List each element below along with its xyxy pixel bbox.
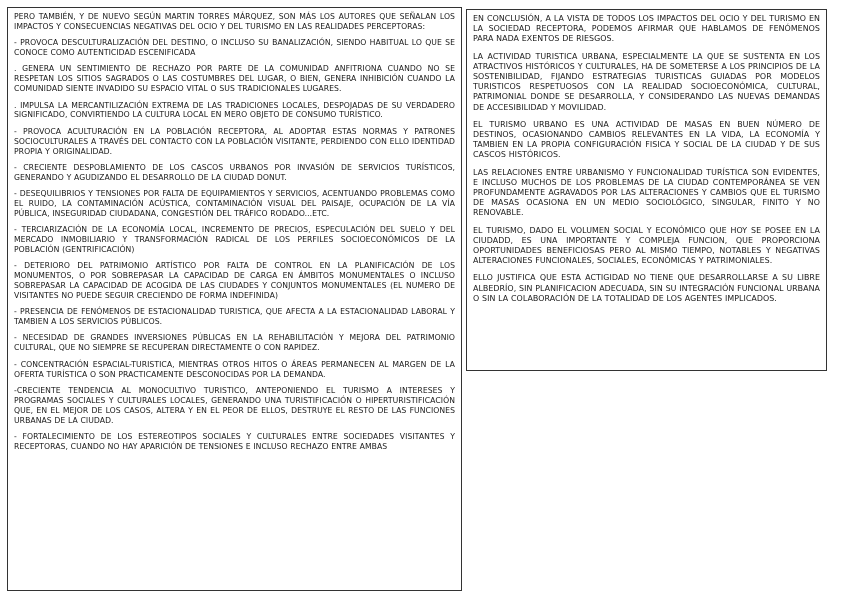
paragraph-estacionalidad: - PRESENCIA DE FENÓMENOS DE ESTACIONALIDAD TURISTICA, QUE AFECTA A LA ESTACIONALIDAD LABORAL Y TAMBIEN A LOS SERVICIOS PÚBLICOS. [14, 307, 455, 327]
paragraph-conclusion: EN CONCLUSIÓN, A LA VISTA DE TODOS LOS IMPACTOS DEL OCIO Y DEL TURISMO EN LA SOCIEDAD RECEPTORA, PODEMOS AFIRMAR QUE HABLAMOS DE FENÓMENOS PARA NADA EXENTOS DE RIESGOS. [473, 14, 820, 44]
paragraph-urbanismo: LAS RELACIONES ENTRE URBANISMO Y FUNCIONALIDAD TURÍSTICA SON EVIDENTES, E INCLUSO MUCHOS DE LOS PROBLEMAS DE LA CIUDAD CONTEMPORÁNEA SE VEN PROFUNDAMENTE AGRAVADOS POR LAS ALTERACIONES Y CAMBIOS QUE EL TURISMO DE MASAS OCASIONA EN UN MEDIO SOCIOLÓGICO, SINGULAR, FINITO Y NO RENOVABLE. [473, 167, 820, 218]
paragraph-monocultivo: -CRECIENTE TENDENCIA AL MONOCULTIVO TURISTICO, ANTEPONIENDO EL TURISMO A INTERESES Y PROGRAMAS SOCIALES Y CULTURALES LOCALES, GENERANDO UNA TURISTIFICACIÓN O HIPERTURISTIFICACIÓN QUE, EN EL MEJOR DE LOS CASOS, ALTERA Y EN EL PEOR DE ELLOS, DESTRUYE EL RESTO DE LAS FUNCIONES URBANAS DE LA CIUDAD. [14, 385, 455, 425]
paragraph-terciarizacion: - TERCIARIZACIÓN DE LA ECONOMÍA LOCAL, INCREMENTO DE PRECIOS, ESPECULACIÓN DEL SUELO Y DEL MERCADO INMOBILIARIO Y TRANSFORMACIÓN RADICAL DE LOS PERFILES SOCIOECONÓMICOS DE LA POBLACIÓN (GENTRIFICACIÓN) [14, 225, 455, 254]
paragraph-desculturalizacion: - PROVOCA DESCULTURALIZACIÓN DEL DESTINO, O INCLUSO SU BANALIZACIÓN, SIENDO HABITUAL LO QUE SE CONOCE COMO AUTENTICIDAD ESCENIFICADA [14, 38, 455, 58]
paragraph-inversiones: - NECESIDAD DE GRANDES INVERSIONES PÚBLICAS EN LA REHABILITACIÓN Y MEJORA DEL PATRIMONIO CULTURAL, QUE NO SIEMPRE SE RECUPERAN DIRECTAMENTE O CON RAPIDEZ. [14, 333, 455, 353]
left-text-column [7, 7, 462, 591]
paragraph-sostenibilidad: LA ACTIVIDAD TURISTICA URBANA, ESPECIALMENTE LA QUE SE SUSTENTA EN LOS ATRACTIVOS HISTÓRICOS Y CULTURALES, HA DE SOMETERSE A LOS PRINCIPIOS DE LA SOSTENIBILIDAD, FIJANDO ESTRATEGIAS TURISTICAS GUIADAS POR MODELOS TURISTICOS RESPETUOSOS CON LA REALIDAD SOCIOECONÓMICA, CULTURAL, PATRIMONIAL DONDE SE DESARROLLA, Y CONSIDERANDO LAS NUEVAS DEMANDAS DE ACCESIBILIDAD Y MOVILIDAD. [473, 51, 820, 112]
paragraph-deterioro-patrimonio: - DETERIORO DEL PATRIMONIO ARTÍSTICO POR FALTA DE CONTROL EN LA PLANIFICACIÓN DE LOS MONUMENTOS, O POR SOBREPASAR LA CAPACIDAD DE CARGA EN ÁMBITOS MONUMENTALES O INCLUSO SOBREPASAR LA CAPACIDAD DE ACOGIDA DE LAS CIUDADES Y CONJUNTOS MONUMENTALES (EL NUMERO DE VISITANTES NO PUEDE SEGUIR CRECIENDO DE FORMA INDEFINIDA) [14, 261, 455, 300]
paragraph-rechazo: . GENERA UN SENTIMIENTO DE RECHAZO POR PARTE DE LA COMUNIDAD ANFITRIONA CUANDO NO SE RESPETAN LOS SITIOS SAGRADOS O LAS COSTUMBRES DEL LUGAR, O BIEN, GENERA INHIBICIÓN CUANDO LA COMUNIDAD SIENTE INVADIDO SU ESPACIO VITAL O SUS TRADICIONALES LUGARES. [14, 64, 455, 94]
paragraph-turismo-masas: EL TURISMO URBANO ES UNA ACTIVIDAD DE MASAS EN BUEN NÚMERO DE DESTINOS, OCASIONANDO CAMBIOS RELEVANTES EN LA VIDA, LA ECONOMÍA Y TAMBIEN EN LA PROPIA CONFIGURACIÓN FISICA Y SOCIAL DE LA CIUDAD Y DE SUS CASCOS HISTÓRICOS. [473, 119, 820, 160]
paragraph-desequilibrios: - DESEQUILIBRIOS Y TENSIONES POR FALTA DE EQUIPAMIENTOS Y SERVICIOS, ACENTUANDO PROBLEMAS COMO EL RUIDO, LA CONTAMINACIÓN ACÚSTICA, CONTAMINACIÓN VISUAL DEL PAISAJE, OCUPACIÓN DE LA VÍA PÚBLICA, INSEGURIDAD CIUDADANA, CONGESTIÓN DEL TRÁFICO RODADO...ETC. [14, 189, 455, 218]
paragraph-mercantilizacion: . IMPULSA LA MERCANTILIZACIÓN EXTREMA DE LAS TRADICIONES LOCALES, DESPOJADAS DE SU VERDADERO SIGNIFICADO, CONVIRTIENDO LA CULTURA LOCAL EN MERO OBJETO DE CONSUMO TURÍSTICO. [14, 100, 455, 120]
paragraph-funcion-turistica: EL TURISMO, DADO EL VOLUMEN SOCIAL Y ECONÓMICO QUE HOY SE POSEE EN LA CIUDADD, ES UNA IMPORTANTE Y COMPLEJA FUNCION, QUE PROPORCIONA OPORTUNIDADES BENEFICIOSAS PERO AL MISMO TIEMPO, NOTABLES Y NEGATIVAS ALTERACIONES FUNCIONALES, SOCIALES, ECONÓMICAS Y PATRIMONIALES. [473, 225, 820, 266]
paragraph-estereotipos: - FORTALECIMIENTO DE LOS ESTEREOTIPOS SOCIALES Y CULTURALES ENTRE SOCIEDADES VISITANTES Y RECEPTORAS, CUANDO NO HAY APARICIÓN DE TENSIONES E INCLUSO RECHAZO ENTRE AMBAS [14, 431, 455, 451]
right-text-column [466, 9, 827, 371]
paragraph-intro: PERO TAMBIÉN, Y DE NUEVO SEGÚN MARTIN TORRES MÁRQUEZ, SON MÁS LOS AUTORES QUE SEÑALAN LOS IMPACTOS Y CONSECUENCIAS NEGATIVAS DEL OCIO Y DEL TURISMO EN LAS REALIDADES PERCEPTORAS: [14, 12, 455, 31]
paragraph-planificacion: ELLO JUSTIFICA QUE ESTA ACTIGIDAD NO TIENE QUE DESARROLLARSE A SU LIBRE ALBEDRÍO, SIN PLANIFICACION ADECUADA, SIN SU INTEGRACIÓN FUNCIONAL URBANA O SIN LA COLABORACIÓN DE LA TOTALIDAD DE LOS AGENTES IMPLICADOS. [473, 273, 820, 303]
paragraph-despoblamiento: - CRECIENTE DESPOBLAMIENTO DE LOS CASCOS URBANOS POR INVASIÓN DE SERVICIOS TURÍSTICOS, GENERANDO Y AGUDIZANDO EL DESARROLLO DE LA CIUDAD DONUT. [14, 162, 455, 182]
paragraph-aculturacion: - PROVOCA ACULTURACIÓN EN LA POBLACIÓN RECEPTORA, AL ADOPTAR ESTAS NORMAS Y PATRONES SOCIOCULTURALES A TRAVÉS DEL CONTACTO CON LA POBLACIÓN VISITANTE, PERDIENDO CON ELLO IDENTIDAD PROPIA Y ORIGINALIDAD. [14, 126, 455, 156]
paragraph-concentracion: - CONCENTRACIÓN ESPACIAL-TURISTICA, MIENTRAS OTROS HITOS O ÁREAS PERMANECEN AL MARGEN DE LA OFERTA TURÍSTICA O SON PRACTICAMENTE DESCONOCIDAS POR LA DEMANDA. [14, 359, 455, 379]
